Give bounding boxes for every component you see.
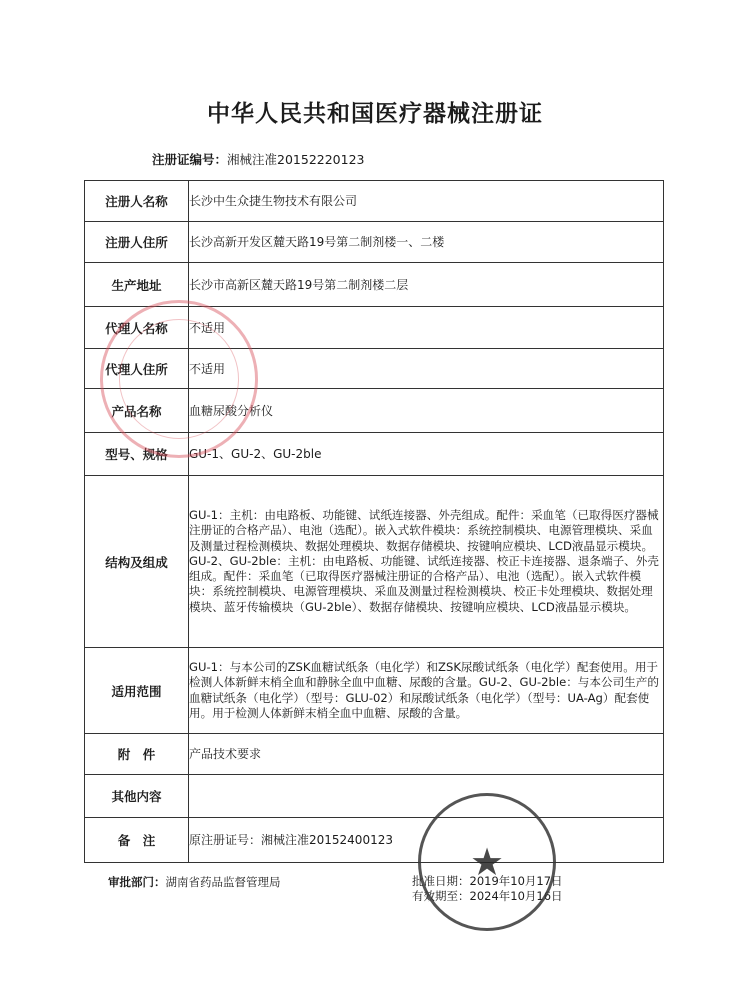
- row-label: 生产地址: [85, 263, 189, 307]
- row-label: 型号、规格: [85, 433, 189, 476]
- row-value: 不适用: [189, 307, 664, 349]
- dates: [412, 874, 563, 904]
- row-label: 注册人名称: [85, 181, 189, 222]
- certificate-table: [84, 180, 664, 863]
- table-row: [85, 181, 664, 222]
- row-value: GU-1：主机：由电路板、功能键、试纸连接器、外壳组成。配件：采血笔（已取得医疗器械注册证的合格产品）、电池（选配）。嵌入式软件模块：系统控制模块、电源管理模块、采血及测量过程检测模块、数据处理模块、数据存储模块、按键响应模块、LCD液晶显示模块。GU-2、GU-2ble：主机：由电路板、功能键、试纸连接器、校正卡连接器、退条端子、外壳组成。配件：采血笔（已取得医疗器械注册证的合格产品）、电池（选配）。嵌入式软件模块：系统控制模块、电源管理模块、采血及测量过程检测模块、校正卡处理模块、数据处理模块、蓝牙传输模块（GU-2ble）、数据存储模块、按键响应模块、LCD液晶显示模块。: [189, 476, 664, 648]
- row-value: 长沙中生众捷生物技术有限公司: [189, 181, 664, 222]
- row-label: 代理人名称: [85, 307, 189, 349]
- registration-number-value: 湘械注准20152220123: [227, 152, 365, 167]
- row-value: [189, 775, 664, 818]
- row-label: 注册人住所: [85, 222, 189, 263]
- table-row: [85, 734, 664, 775]
- row-value: 产品技术要求: [189, 734, 664, 775]
- row-label: 附 件: [85, 734, 189, 775]
- table-row: [85, 389, 664, 433]
- row-value: 不适用: [189, 349, 664, 389]
- approver: [108, 874, 281, 890]
- table-row: [85, 263, 664, 307]
- row-label: 代理人住所: [85, 349, 189, 389]
- page-title: 中华人民共和国医疗器械注册证: [207, 100, 543, 127]
- star-icon: ★: [469, 840, 505, 884]
- table-row: [85, 648, 664, 734]
- table-row: [85, 222, 664, 263]
- row-value: 原注册证号：湘械注准20152400123: [189, 818, 664, 863]
- row-value: 长沙市高新区麓天路19号第二制剂楼二层: [189, 263, 664, 307]
- table-row: [85, 349, 664, 389]
- row-value: 长沙高新开发区麓天路19号第二制剂楼一、二楼: [189, 222, 664, 263]
- row-value: GU-1：与本公司的ZSK血糖试纸条（电化学）和ZSK尿酸试纸条（电化学）配套使用。用于检测人体新鲜末梢全血和静脉全血中血糖、尿酸的含量。GU-2、GU-2ble：与本公司生产的血糖试纸条（电化学）（型号：GLU-02）和尿酸试纸条（电化学）（型号：UA-Ag）配套使用。用于检测人体新鲜末梢全血中血糖、尿酸的含量。: [189, 648, 664, 734]
- row-label: 适用范围: [85, 648, 189, 734]
- registration-number: [152, 150, 365, 168]
- row-label: 备 注: [85, 818, 189, 863]
- table-row: [85, 307, 664, 349]
- row-value: 血糖尿酸分析仪: [189, 389, 664, 433]
- approval-date: 批准日期：2019年10月17日: [412, 874, 563, 888]
- table-row: [85, 818, 664, 863]
- table-row: [85, 775, 664, 818]
- registration-number-label: 注册证编号：: [152, 152, 228, 167]
- approver-name: 湖南省药品监督管理局: [165, 875, 281, 889]
- row-label: 结构及组成: [85, 476, 189, 648]
- table-row: [85, 433, 664, 476]
- row-label: 其他内容: [85, 775, 189, 818]
- table-row: [85, 476, 664, 648]
- approver-label: 审批部门：: [108, 875, 166, 889]
- row-label: 产品名称: [85, 389, 189, 433]
- row-value: GU-1、GU-2、GU-2ble: [189, 433, 664, 476]
- expiry-date: 有效期至：2024年10月16日: [412, 889, 563, 903]
